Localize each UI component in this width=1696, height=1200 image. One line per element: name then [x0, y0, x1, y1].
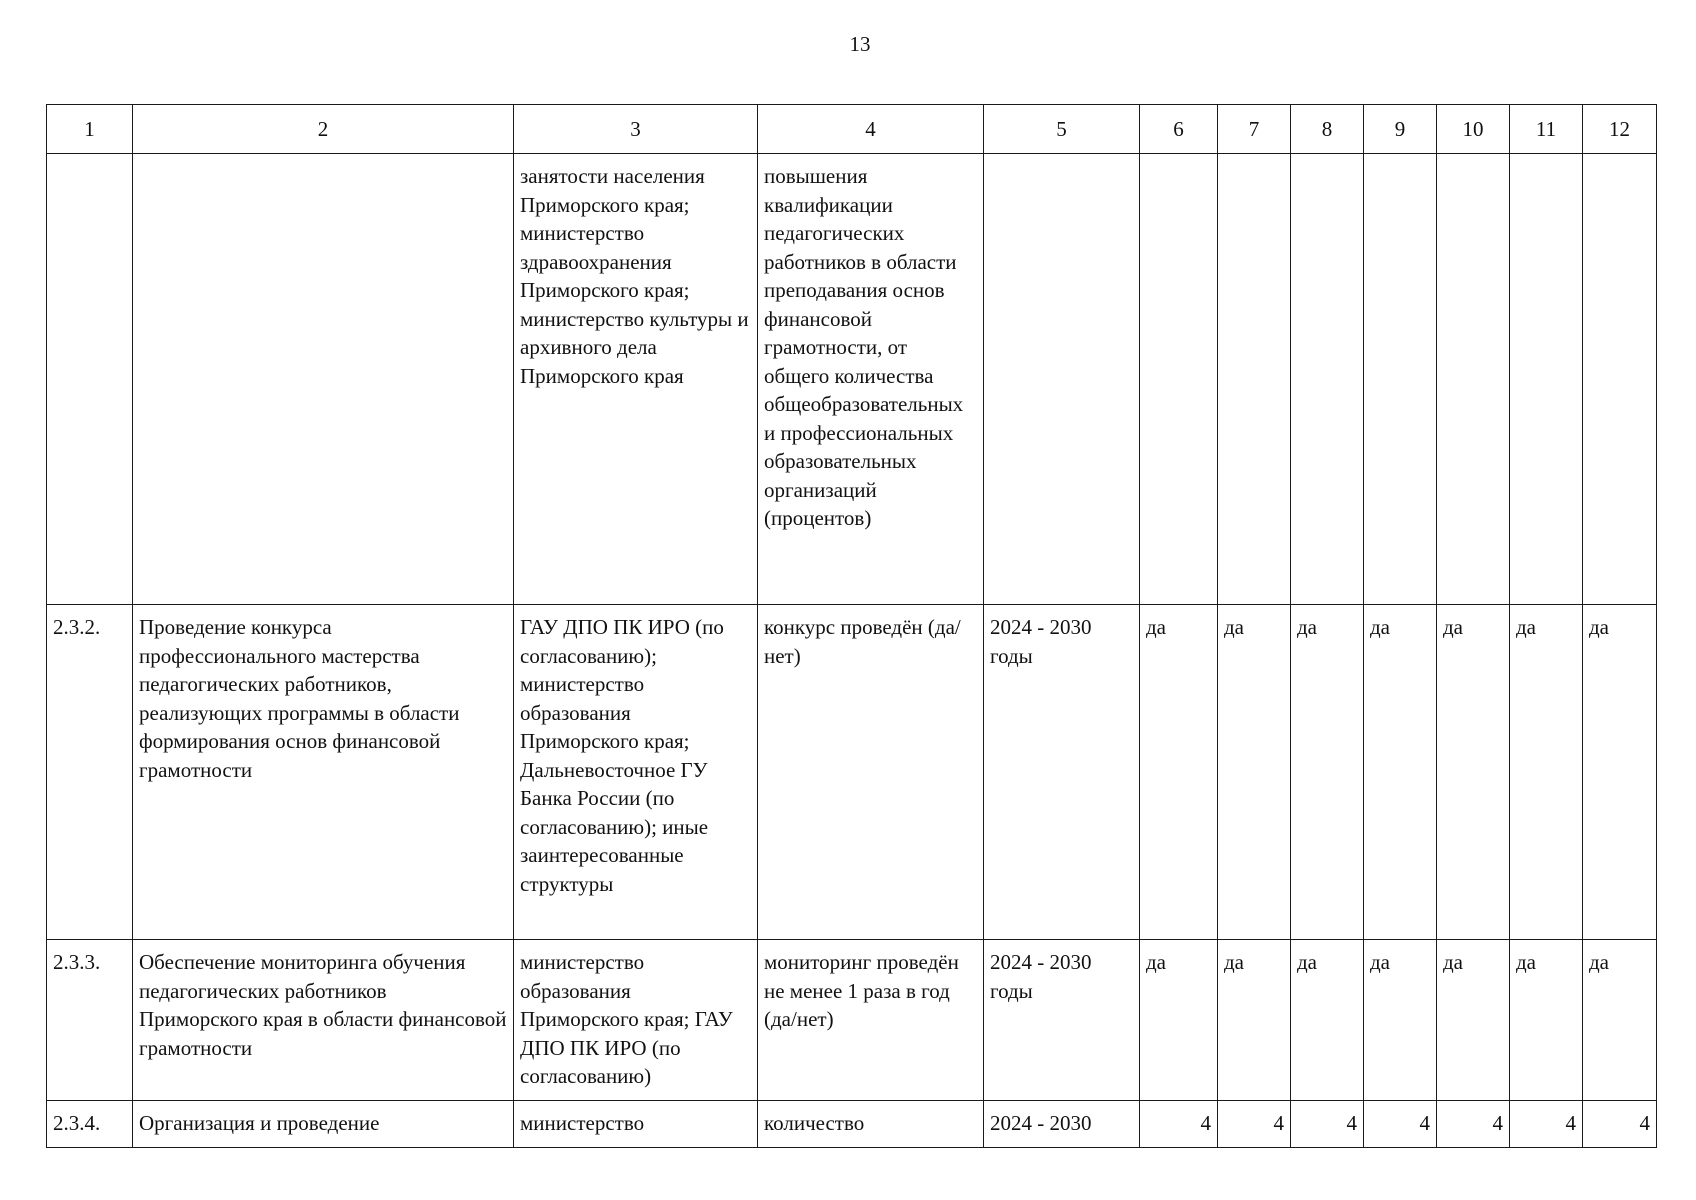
- header-row: [47, 105, 1657, 154]
- indicator-cell: конкурс проведён (да/нет): [758, 605, 984, 940]
- activity-cell: Организация и проведение: [133, 1101, 514, 1148]
- value-cell: 4: [1218, 1101, 1291, 1148]
- value-cell: 4: [1291, 1101, 1364, 1148]
- column-header-4: 4: [758, 105, 984, 154]
- page-number: 13: [849, 32, 871, 56]
- column-header-8: 8: [1291, 105, 1364, 154]
- value-cell: 4: [1510, 1101, 1583, 1148]
- value-cell: [1140, 154, 1218, 605]
- executors-cell: ГАУ ДПО ПК ИРО (по согласованию); министерство образования Приморского края; Дальневосточное ГУ Банка России (по согласованию); иные заинтересованные структуры: [514, 605, 758, 940]
- value-cell: да: [1364, 605, 1437, 940]
- period-cell: 2024 - 2030: [984, 1101, 1140, 1148]
- row-number: 2.3.2.: [47, 605, 133, 940]
- indicator-cell: количество: [758, 1101, 984, 1148]
- value-cell: да: [1291, 940, 1364, 1101]
- value-cell: да: [1140, 940, 1218, 1101]
- value-cell: да: [1364, 940, 1437, 1101]
- table-header: [47, 105, 1657, 154]
- table-row: [47, 154, 1657, 605]
- column-header-5: 5: [984, 105, 1140, 154]
- column-header-6: 6: [1140, 105, 1218, 154]
- value-cell: да: [1218, 605, 1291, 940]
- value-cell: 4: [1437, 1101, 1510, 1148]
- plan-table: [46, 104, 1657, 1148]
- value-cell: да: [1583, 940, 1657, 1101]
- table-body: [47, 154, 1657, 1148]
- value-cell: да: [1510, 940, 1583, 1101]
- value-cell: да: [1510, 605, 1583, 940]
- period-cell: [984, 154, 1140, 605]
- indicator-cell: повышения квалификации педагогических работников в области преподавания основ финансовой грамотности, от общего количества общеобразовательных и профессиональных образовательных организаций (процентов): [758, 154, 984, 605]
- value-cell: 4: [1364, 1101, 1437, 1148]
- column-header-10: 10: [1437, 105, 1510, 154]
- column-header-9: 9: [1364, 105, 1437, 154]
- value-cell: [1510, 154, 1583, 605]
- period-cell: 2024 - 2030 годы: [984, 605, 1140, 940]
- activity-cell: [133, 154, 514, 605]
- value-cell: 4: [1583, 1101, 1657, 1148]
- activity-cell: Проведение конкурса профессионального мастерства педагогических работников, реализующих программы в области формирования основ финансовой грамотности: [133, 605, 514, 940]
- value-cell: [1437, 154, 1510, 605]
- value-cell: [1364, 154, 1437, 605]
- indicator-cell: мониторинг проведён не менее 1 раза в год (да/нет): [758, 940, 984, 1101]
- column-header-3: 3: [514, 105, 758, 154]
- column-header-11: 11: [1510, 105, 1583, 154]
- executors-cell: министерство образования Приморского края; ГАУ ДПО ПК ИРО (по согласованию): [514, 940, 758, 1101]
- value-cell: да: [1140, 605, 1218, 940]
- row-number: [47, 154, 133, 605]
- value-cell: 4: [1140, 1101, 1218, 1148]
- table-row: [47, 1101, 1657, 1148]
- value-cell: [1583, 154, 1657, 605]
- value-cell: [1291, 154, 1364, 605]
- column-header-1: 1: [47, 105, 133, 154]
- executors-cell: занятости населения Приморского края; министерство здравоохранения Приморского края; министерство культуры и архивного дела Приморского края: [514, 154, 758, 605]
- value-cell: да: [1218, 940, 1291, 1101]
- column-header-7: 7: [1218, 105, 1291, 154]
- activity-cell: Обеспечение мониторинга обучения педагогических работников Приморского края в области финансовой грамотности: [133, 940, 514, 1101]
- value-cell: да: [1583, 605, 1657, 940]
- period-cell: 2024 - 2030 годы: [984, 940, 1140, 1101]
- column-header-12: 12: [1583, 105, 1657, 154]
- value-cell: да: [1437, 940, 1510, 1101]
- value-cell: да: [1291, 605, 1364, 940]
- row-number: 2.3.4.: [47, 1101, 133, 1148]
- executors-cell: министерство: [514, 1101, 758, 1148]
- table-row: [47, 605, 1657, 940]
- value-cell: [1218, 154, 1291, 605]
- row-number: 2.3.3.: [47, 940, 133, 1101]
- column-header-2: 2: [133, 105, 514, 154]
- value-cell: да: [1437, 605, 1510, 940]
- table-row: [47, 940, 1657, 1101]
